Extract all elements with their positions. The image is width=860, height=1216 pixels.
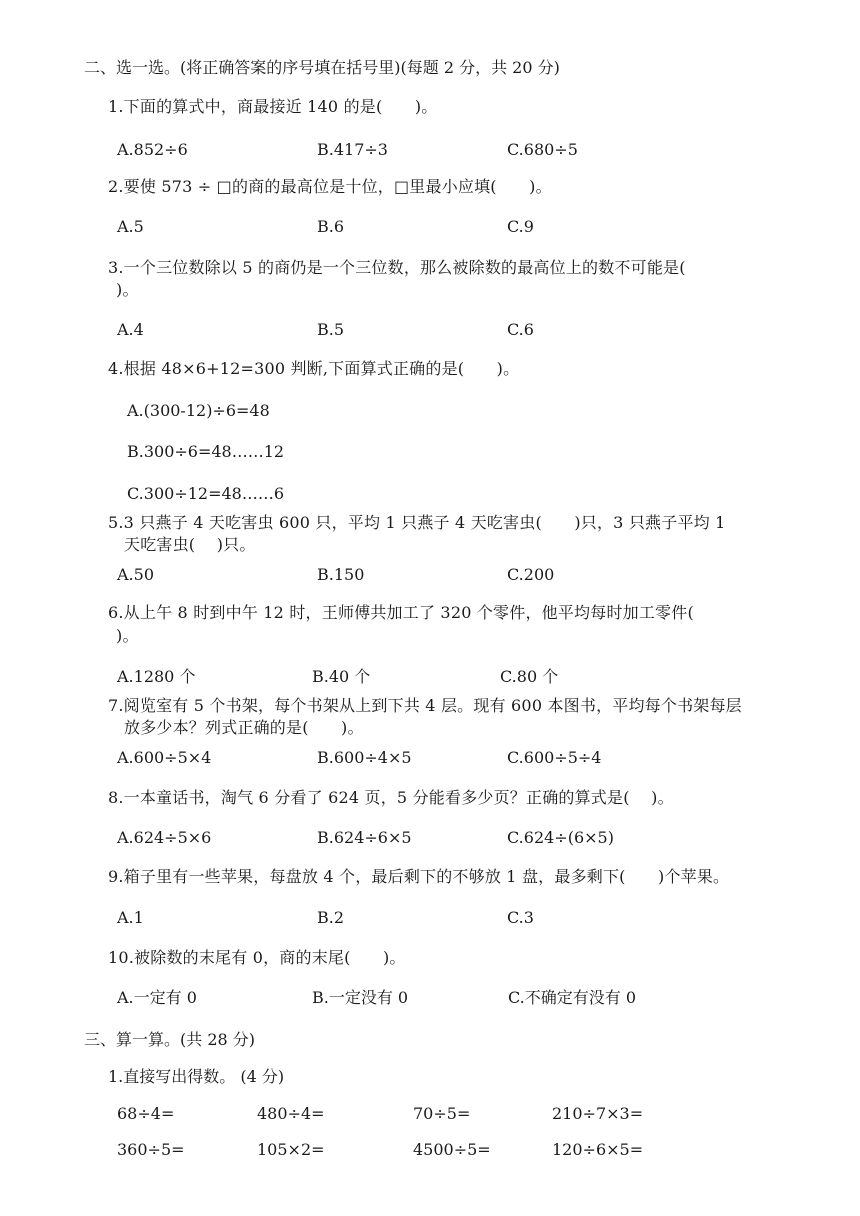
q3-option-a: A.4 [117, 320, 144, 339]
q9-option-b: B.2 [317, 908, 345, 927]
question-3-line-1: 3.一个三位数除以 5 的商仍是一个三位数，那么被除数的最高位上的数不可能是( [108, 258, 686, 277]
calc-item: 480÷4= [257, 1104, 325, 1123]
q5-option-b: B.150 [317, 565, 365, 584]
q6-option-b: B.40 个 [312, 667, 371, 686]
q7-option-a: A.600÷5×4 [117, 748, 212, 767]
q8-option-a: A.624÷5×6 [117, 828, 212, 847]
question-7-line-2: 放多少本？列式正确的是( )。 [124, 718, 364, 737]
section-3-sub-1-title: 1.直接写出得数。 (4 分) [108, 1067, 285, 1086]
question-10: 10.被除数的末尾有 0，商的末尾( )。 [108, 948, 406, 967]
q1-option-b: B.417÷3 [317, 140, 388, 159]
question-2: 2.要使 573 ÷ □的商的最高位是十位，□里最小应填( )。 [108, 177, 552, 196]
q7-option-c: C.600÷5÷4 [507, 748, 602, 767]
question-4: 4.根据 48×6+12=300 判断,下面算式正确的是( )。 [108, 359, 520, 378]
question-6-line-2: )。 [116, 626, 139, 645]
calc-item: 120÷6×5= [552, 1140, 644, 1159]
q3-option-c: C.6 [507, 320, 534, 339]
question-9: 9.箱子里有一些苹果，每盘放 4 个，最后剩下的不够放 1 盘，最多剩下( )个苹果。 [108, 867, 730, 886]
q7-option-b: B.600÷4×5 [317, 748, 412, 767]
q10-option-a: A.一定有 0 [117, 988, 197, 1007]
question-6-line-1: 6.从上午 8 时到中午 12 时，王师傅共加工了 320 个零件，他平均每时加工零件( [108, 603, 694, 622]
q2-option-c: C.9 [507, 217, 534, 236]
question-7-line-1: 7.阅览室有 5 个书架，每个书架从上到下共 4 层。现有 600 本图书，平均每个书架每层 [108, 696, 742, 715]
q2-option-a: A.5 [117, 217, 144, 236]
q3-option-b: B.5 [317, 320, 345, 339]
q4-option-b: B.300÷6=48……12 [127, 442, 285, 461]
q5-option-c: C.200 [507, 565, 555, 584]
section-3-title: 三、算一算。(共 28 分) [84, 1030, 256, 1049]
question-1: 1.下面的算式中，商最接近 140 的是( )。 [108, 97, 438, 116]
calc-item: 105×2= [257, 1140, 325, 1159]
q8-option-b: B.624÷6×5 [317, 828, 412, 847]
q10-option-c: C.不确定有没有 0 [508, 988, 637, 1007]
question-5-line-1: 5.3 只燕子 4 天吃害虫 600 只，平均 1 只燕子 4 天吃害虫( )只，3 只燕子平均 1 [108, 513, 726, 532]
calc-item: 210÷7×3= [552, 1104, 644, 1123]
q6-option-a: A.1280 个 [117, 667, 196, 686]
q4-option-c: C.300÷12=48……6 [127, 484, 285, 503]
q5-option-a: A.50 [117, 565, 154, 584]
q9-option-c: C.3 [507, 908, 534, 927]
q1-option-c: C.680÷5 [507, 140, 578, 159]
q6-option-c: C.80 个 [500, 667, 559, 686]
calc-item: 68÷4= [117, 1104, 175, 1123]
q2-option-b: B.6 [317, 217, 345, 236]
q4-option-a: A.(300-12)÷6=48 [127, 401, 270, 420]
q9-option-a: A.1 [117, 908, 144, 927]
question-8: 8.一本童话书，淘气 6 分看了 624 页，5 分能看多少页？正确的算式是( )。 [108, 788, 674, 807]
calc-item: 70÷5= [413, 1104, 471, 1123]
question-3-line-2: )。 [116, 280, 139, 299]
q10-option-b: B.一定没有 0 [312, 988, 409, 1007]
section-2-title: 二、选一选。(将正确答案的序号填在括号里)(每题 2 分，共 20 分) [84, 58, 560, 77]
calc-item: 4500÷5= [413, 1140, 491, 1159]
q1-option-a: A.852÷6 [117, 140, 188, 159]
q8-option-c: C.624÷(6×5) [507, 828, 614, 847]
calc-item: 360÷5= [117, 1140, 185, 1159]
question-5-line-2: 天吃害虫( )只。 [124, 535, 256, 554]
